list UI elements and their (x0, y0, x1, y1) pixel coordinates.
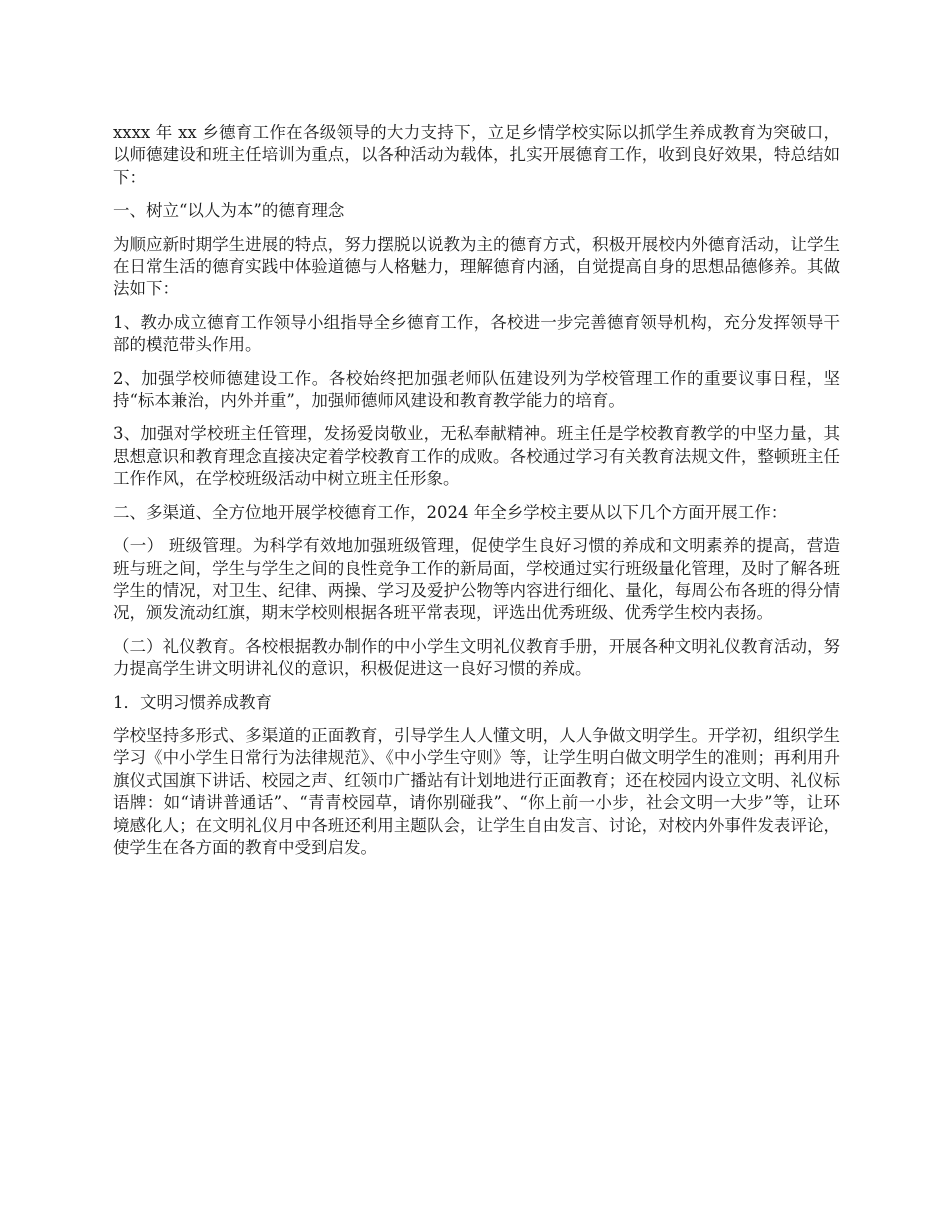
paragraph: 为顺应新时期学生进展的特点，努力摆脱以说教为主的德育方式，积极开展校内外德育活动，让学生在日常生活的德育实践中体验道德与人格魅力，理解德育内涵，自觉提高自身的思想品德修养。其做法如下： (113, 234, 840, 299)
intro-paragraph: xxxx 年 xx 乡德育工作在各级领导的大力支持下，立足乡情学校实际以抓学生养成教育为突破口，以师德建设和班主任培训为重点，以各种活动为载体，扎实开展德育工作，收到良好效果，特总结如下： (113, 123, 840, 187)
paragraph: 学校坚持多形式、多渠道的正面教育，引导学生人人懂文明，人人争做文明学生。开学初，组织学生学习《中小学生日常行为法律规范》、《中小学生守则》等，让学生明白做文明学生的准则；再利用升旗仪式国旗下讲话、校园之声、红领巾广播站有计划地进行正面教育；还在校园内设立文明、礼仪标语牌：如“请讲普通话”、“青青校园草，请你别碰我”、“你上前一小步，社会文明一大步”等，让环境感化人；在文明礼仪月中各班还利用主题队会，让学生自由发言、讨论，对校内外事件发表评论，使学生在各方面的教育中受到启发。 (113, 725, 840, 857)
document-body (113, 122, 840, 870)
subsection-class-management: （一） 班级管理。为科学有效地加强班级管理，促使学生良好习惯的养成和文明素养的提高，营造班与班之间，学生与学生之间的良性竞争工作的新局面，学校通过实行班级量化管理，及时了解各班学生的情况，对卫生、纪律、两操、学习及爱护公物等内容进行细化、量化，每周公布各班的得分情况，颁发流动红旗，期末学校则根据各班平常表现，评选出优秀班级、优秀学生校内表扬。 (113, 536, 840, 623)
sub-heading-habits: 1．文明习惯养成教育 (113, 692, 272, 712)
subsection-etiquette-education: （二）礼仪教育。各校根据教办制作的中小学生文明礼仪教育手册，开展各种文明礼仪教育活动，努力提高学生讲文明讲礼仪的意识，积极促进这一良好习惯的养成。 (113, 636, 840, 679)
section-heading-1: 一、树立“以人为本”的德育理念 (113, 201, 345, 221)
list-item-2: 2、加强学校师德建设工作。各校始终把加强老师队伍建设列为学校管理工作的重要议事日程，坚持“标本兼治，内外并重”，加强师德师风建设和教育教学能力的培育。 (113, 368, 840, 411)
section-heading-2: 二、多渠道、全方位地开展学校德育工作，2024 年全乡学校主要从以下几个方面开展工作： (113, 502, 788, 522)
list-item-1: 1、教办成立德育工作领导小组指导全乡德育工作，各校进一步完善德育领导机构，充分发挥领导干部的模范带头作用。 (113, 312, 840, 355)
list-item-3: 3、加强对学校班主任管理，发扬爱岗敬业，无私奉献精神。班主任是学校教育教学的中坚力量，其思想意识和教育理念直接决定着学校教育工作的成败。各校通过学习有关教育法规文件，整顿班主任工作作风，在学校班级活动中树立班主任形象。 (113, 424, 840, 489)
